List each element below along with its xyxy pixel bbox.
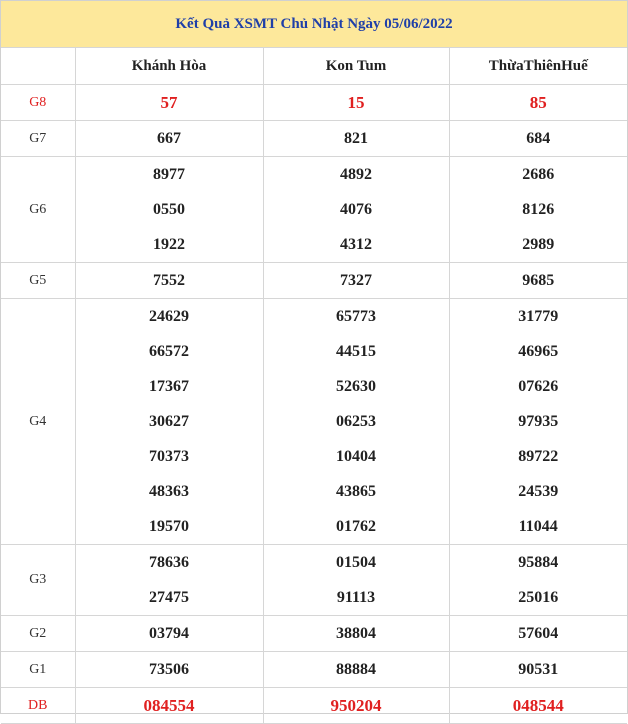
prize-label: G7 xyxy=(1,121,75,157)
prize-number: 46965 xyxy=(518,342,559,360)
prize-number: 90531 xyxy=(449,652,627,688)
prize-number: 01504 xyxy=(263,545,449,581)
prize-number: 8126 xyxy=(522,200,555,218)
prize-label: G5 xyxy=(1,263,75,299)
prize-number: 9685 xyxy=(449,263,627,299)
prize-row xyxy=(1,580,627,616)
prize-number: 27475 xyxy=(75,580,263,616)
prize-label: G1 xyxy=(1,652,75,688)
prize-row xyxy=(1,404,627,439)
prize-row xyxy=(1,299,627,335)
prize-row xyxy=(1,545,627,581)
prize-number: 38804 xyxy=(263,616,449,652)
header-province-khanh-hoa: Khánh Hòa xyxy=(75,48,263,85)
prize-number: 30627 xyxy=(75,404,263,439)
prize-row xyxy=(1,616,627,652)
header-row xyxy=(1,48,627,85)
prize-number: 85 xyxy=(449,85,627,121)
prize-number: 97935 xyxy=(518,412,559,430)
prize-number: 821 xyxy=(263,121,449,157)
header-prize xyxy=(1,48,75,85)
prize-number: 2989 xyxy=(449,227,627,263)
prize-number: 07626 xyxy=(518,377,559,395)
prize-number: 57604 xyxy=(449,616,627,652)
prize-number: 06253 xyxy=(263,404,449,439)
prize-number: 2686 xyxy=(522,165,555,183)
prize-number: 667 xyxy=(75,121,263,157)
prize-label: G4 xyxy=(1,299,75,545)
prize-number: 03794 xyxy=(75,616,263,652)
prize-number: 91113 xyxy=(263,580,449,616)
prize-number: 24539 xyxy=(518,482,559,500)
prize-row xyxy=(1,439,627,474)
prize-label: G6 xyxy=(1,157,75,263)
prize-row xyxy=(1,227,627,263)
title-row xyxy=(1,1,627,48)
prize-number: 70373 xyxy=(75,439,263,474)
prize-number: 7327 xyxy=(263,263,449,299)
prize-number: 17367 xyxy=(75,369,263,404)
prize-number: 048544 xyxy=(449,688,627,724)
prize-row xyxy=(1,474,627,509)
prize-number: 78636 xyxy=(75,545,263,581)
prize-number: 65773 xyxy=(263,299,449,335)
prize-number: 8977 xyxy=(75,157,263,193)
prize-number: 684 xyxy=(449,121,627,157)
prize-label: G8 xyxy=(1,85,75,121)
prize-number: 10404 xyxy=(263,439,449,474)
prize-row xyxy=(1,157,627,193)
prize-label: G2 xyxy=(1,616,75,652)
prize-number: 73506 xyxy=(75,652,263,688)
prize-row xyxy=(1,369,627,404)
header-province-thua-thien-hue: ThừaThiênHuế xyxy=(449,48,627,85)
prize-number: 0550 xyxy=(75,192,263,227)
prize-number: 01762 xyxy=(263,509,449,545)
prize-number: 25016 xyxy=(449,580,627,616)
prize-row xyxy=(1,688,627,724)
header-province-kon-tum: Kon Tum xyxy=(263,48,449,85)
prize-number: 43865 xyxy=(263,474,449,509)
prize-number: 52630 xyxy=(263,369,449,404)
prize-number: 66572 xyxy=(75,334,263,369)
prize-number: 89722 xyxy=(518,447,559,465)
prize-number: 7552 xyxy=(75,263,263,299)
prize-row xyxy=(1,85,627,121)
prize-row xyxy=(1,192,627,227)
prize-row xyxy=(1,652,627,688)
prize-number: 15 xyxy=(263,85,449,121)
prize-number: 11044 xyxy=(449,509,627,545)
prize-number: 4312 xyxy=(263,227,449,263)
prize-number: 4076 xyxy=(263,192,449,227)
prize-number: 31779 xyxy=(518,307,559,325)
prize-label: DB xyxy=(1,688,75,724)
prize-number: 48363 xyxy=(75,474,263,509)
prize-row xyxy=(1,334,627,369)
prize-number: 4892 xyxy=(263,157,449,193)
prize-number: 084554 xyxy=(75,688,263,724)
prize-number: 1922 xyxy=(75,227,263,263)
prize-number: 95884 xyxy=(518,553,559,571)
prize-number: 950204 xyxy=(263,688,449,724)
lottery-results-table xyxy=(1,1,627,724)
prize-row xyxy=(1,263,627,299)
prize-number: 88884 xyxy=(263,652,449,688)
table-title: Kết Quả XSMT Chủ Nhật Ngày 05/06/2022 xyxy=(1,1,627,48)
prize-number: 24629 xyxy=(75,299,263,335)
prize-row xyxy=(1,121,627,157)
prize-number: 19570 xyxy=(75,509,263,545)
prize-row xyxy=(1,509,627,545)
prize-label: G3 xyxy=(1,545,75,616)
prize-number: 57 xyxy=(75,85,263,121)
prize-number: 44515 xyxy=(263,334,449,369)
